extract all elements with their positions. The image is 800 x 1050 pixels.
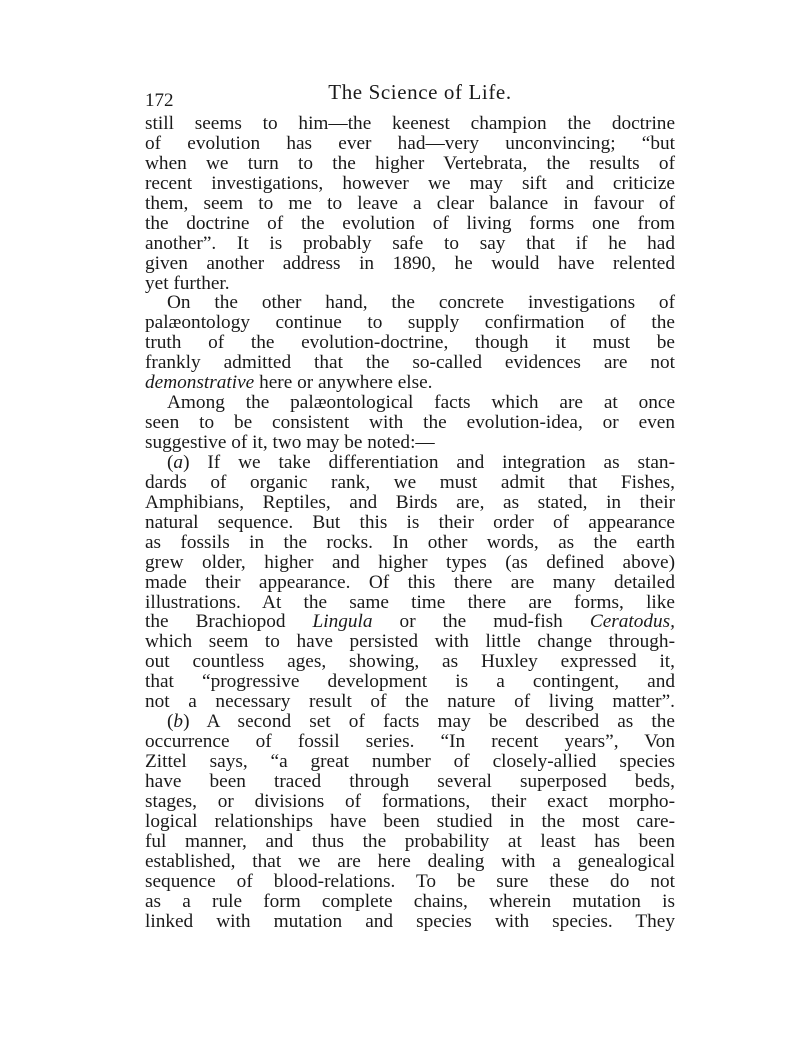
- text-line: logical relationships have been studied in the most care-: [145, 810, 675, 832]
- text-line: stages, or divisions of formations, their exact morpho-: [145, 790, 675, 812]
- text-line: when we turn to the higher Vertebrata, the results of: [145, 152, 675, 174]
- italic-text: a: [173, 451, 184, 473]
- running-title: The Science of Life.: [328, 80, 512, 104]
- text-line: dards of organic rank, we must admit that Fishes,: [145, 471, 675, 493]
- text-line: as fossils in the rocks. In other words, as the earth: [145, 531, 675, 553]
- text-line: established, that we are here dealing with a genealogical: [145, 850, 675, 872]
- text-line: have been traced through several superposed beds,: [145, 770, 675, 792]
- text-line: given another address in 1890, he would have relented: [145, 252, 675, 274]
- text-line: Zittel says, “a great number of closely-allied species: [145, 751, 675, 772]
- text-line: yet further.: [145, 272, 230, 294]
- text-line: linked with mutation and species with species. They: [145, 910, 675, 932]
- text-run: ) If we take differentiation and integration as stan-: [183, 451, 675, 473]
- text-line: still seems to him—the keenest champion the doctrine: [145, 113, 675, 134]
- text-line: frankly admitted that the so-called evidences are not: [145, 352, 675, 374]
- text-run: the Brachiopod: [145, 611, 313, 633]
- text-run: here or anywhere else.: [254, 372, 433, 394]
- text-line: suggestive of it, two may be noted:—: [145, 432, 435, 453]
- text-line: palæontology continue to supply confirmation of the: [145, 312, 675, 334]
- running-head: [145, 78, 675, 114]
- text-run: (: [167, 451, 174, 473]
- text-run: (: [167, 711, 174, 733]
- text-line: Amphibians, Reptiles, and Birds are, as stated, in their: [145, 491, 675, 513]
- text-line: natural sequence. But this is their order of appearance: [145, 511, 675, 533]
- body-text: [145, 114, 675, 931]
- italic-text: demonstrative: [145, 372, 255, 394]
- text-line: occurrence of fossil series. “In recent years”, Von: [145, 731, 675, 753]
- text-line: [145, 373, 675, 393]
- text-line: made their appearance. Of this there are many detailed: [145, 571, 675, 593]
- text-line: as a rule form complete chains, wherein mutation is: [145, 890, 675, 912]
- text-line: that “progressive development is a contingent, and: [145, 671, 675, 693]
- text-line: Among the palæontological facts which are at once: [167, 392, 675, 414]
- italic-text: Lingula: [312, 611, 373, 633]
- text-line: On the other hand, the concrete investigations of: [167, 292, 675, 314]
- italic-text: b: [173, 711, 184, 733]
- text-run: ) A second set of facts may be described as the: [183, 711, 675, 733]
- text-run: or the mud-fish: [372, 611, 590, 633]
- italic-text: Ceratodus,: [589, 611, 675, 633]
- text-line: which seem to have persisted with little change through-: [145, 631, 675, 653]
- text-line: grew older, higher and higher types (as defined above): [145, 551, 675, 573]
- text-line: the doctrine of the evolution of living forms one from: [145, 212, 675, 234]
- text-line: not a necessary result of the nature of living matter”.: [145, 691, 675, 713]
- text-line: ful manner, and thus the probability at least has been: [145, 830, 675, 852]
- text-line: seen to be consistent with the evolution-idea, or even: [145, 412, 675, 434]
- text-line: out countless ages, showing, as Huxley expressed it,: [145, 651, 675, 673]
- text-line: illustrations. At the same time there are forms, like: [145, 591, 675, 613]
- text-line: recent investigations, however we may sift and criticize: [145, 172, 675, 194]
- text-line: [145, 453, 675, 473]
- text-line: [145, 612, 675, 632]
- book-page: [145, 78, 675, 931]
- text-line: truth of the evolution-doctrine, though it must be: [145, 332, 675, 354]
- text-line: them, seem to me to leave a clear balance in favour of: [145, 192, 675, 214]
- text-line: [145, 712, 675, 732]
- text-line: of evolution has ever had—very unconvincing; “but: [145, 132, 675, 154]
- text-line: sequence of blood-relations. To be sure these do not: [145, 870, 675, 892]
- page-number: 172: [145, 90, 174, 111]
- text-line: another”. It is probably safe to say that if he had: [145, 232, 675, 254]
